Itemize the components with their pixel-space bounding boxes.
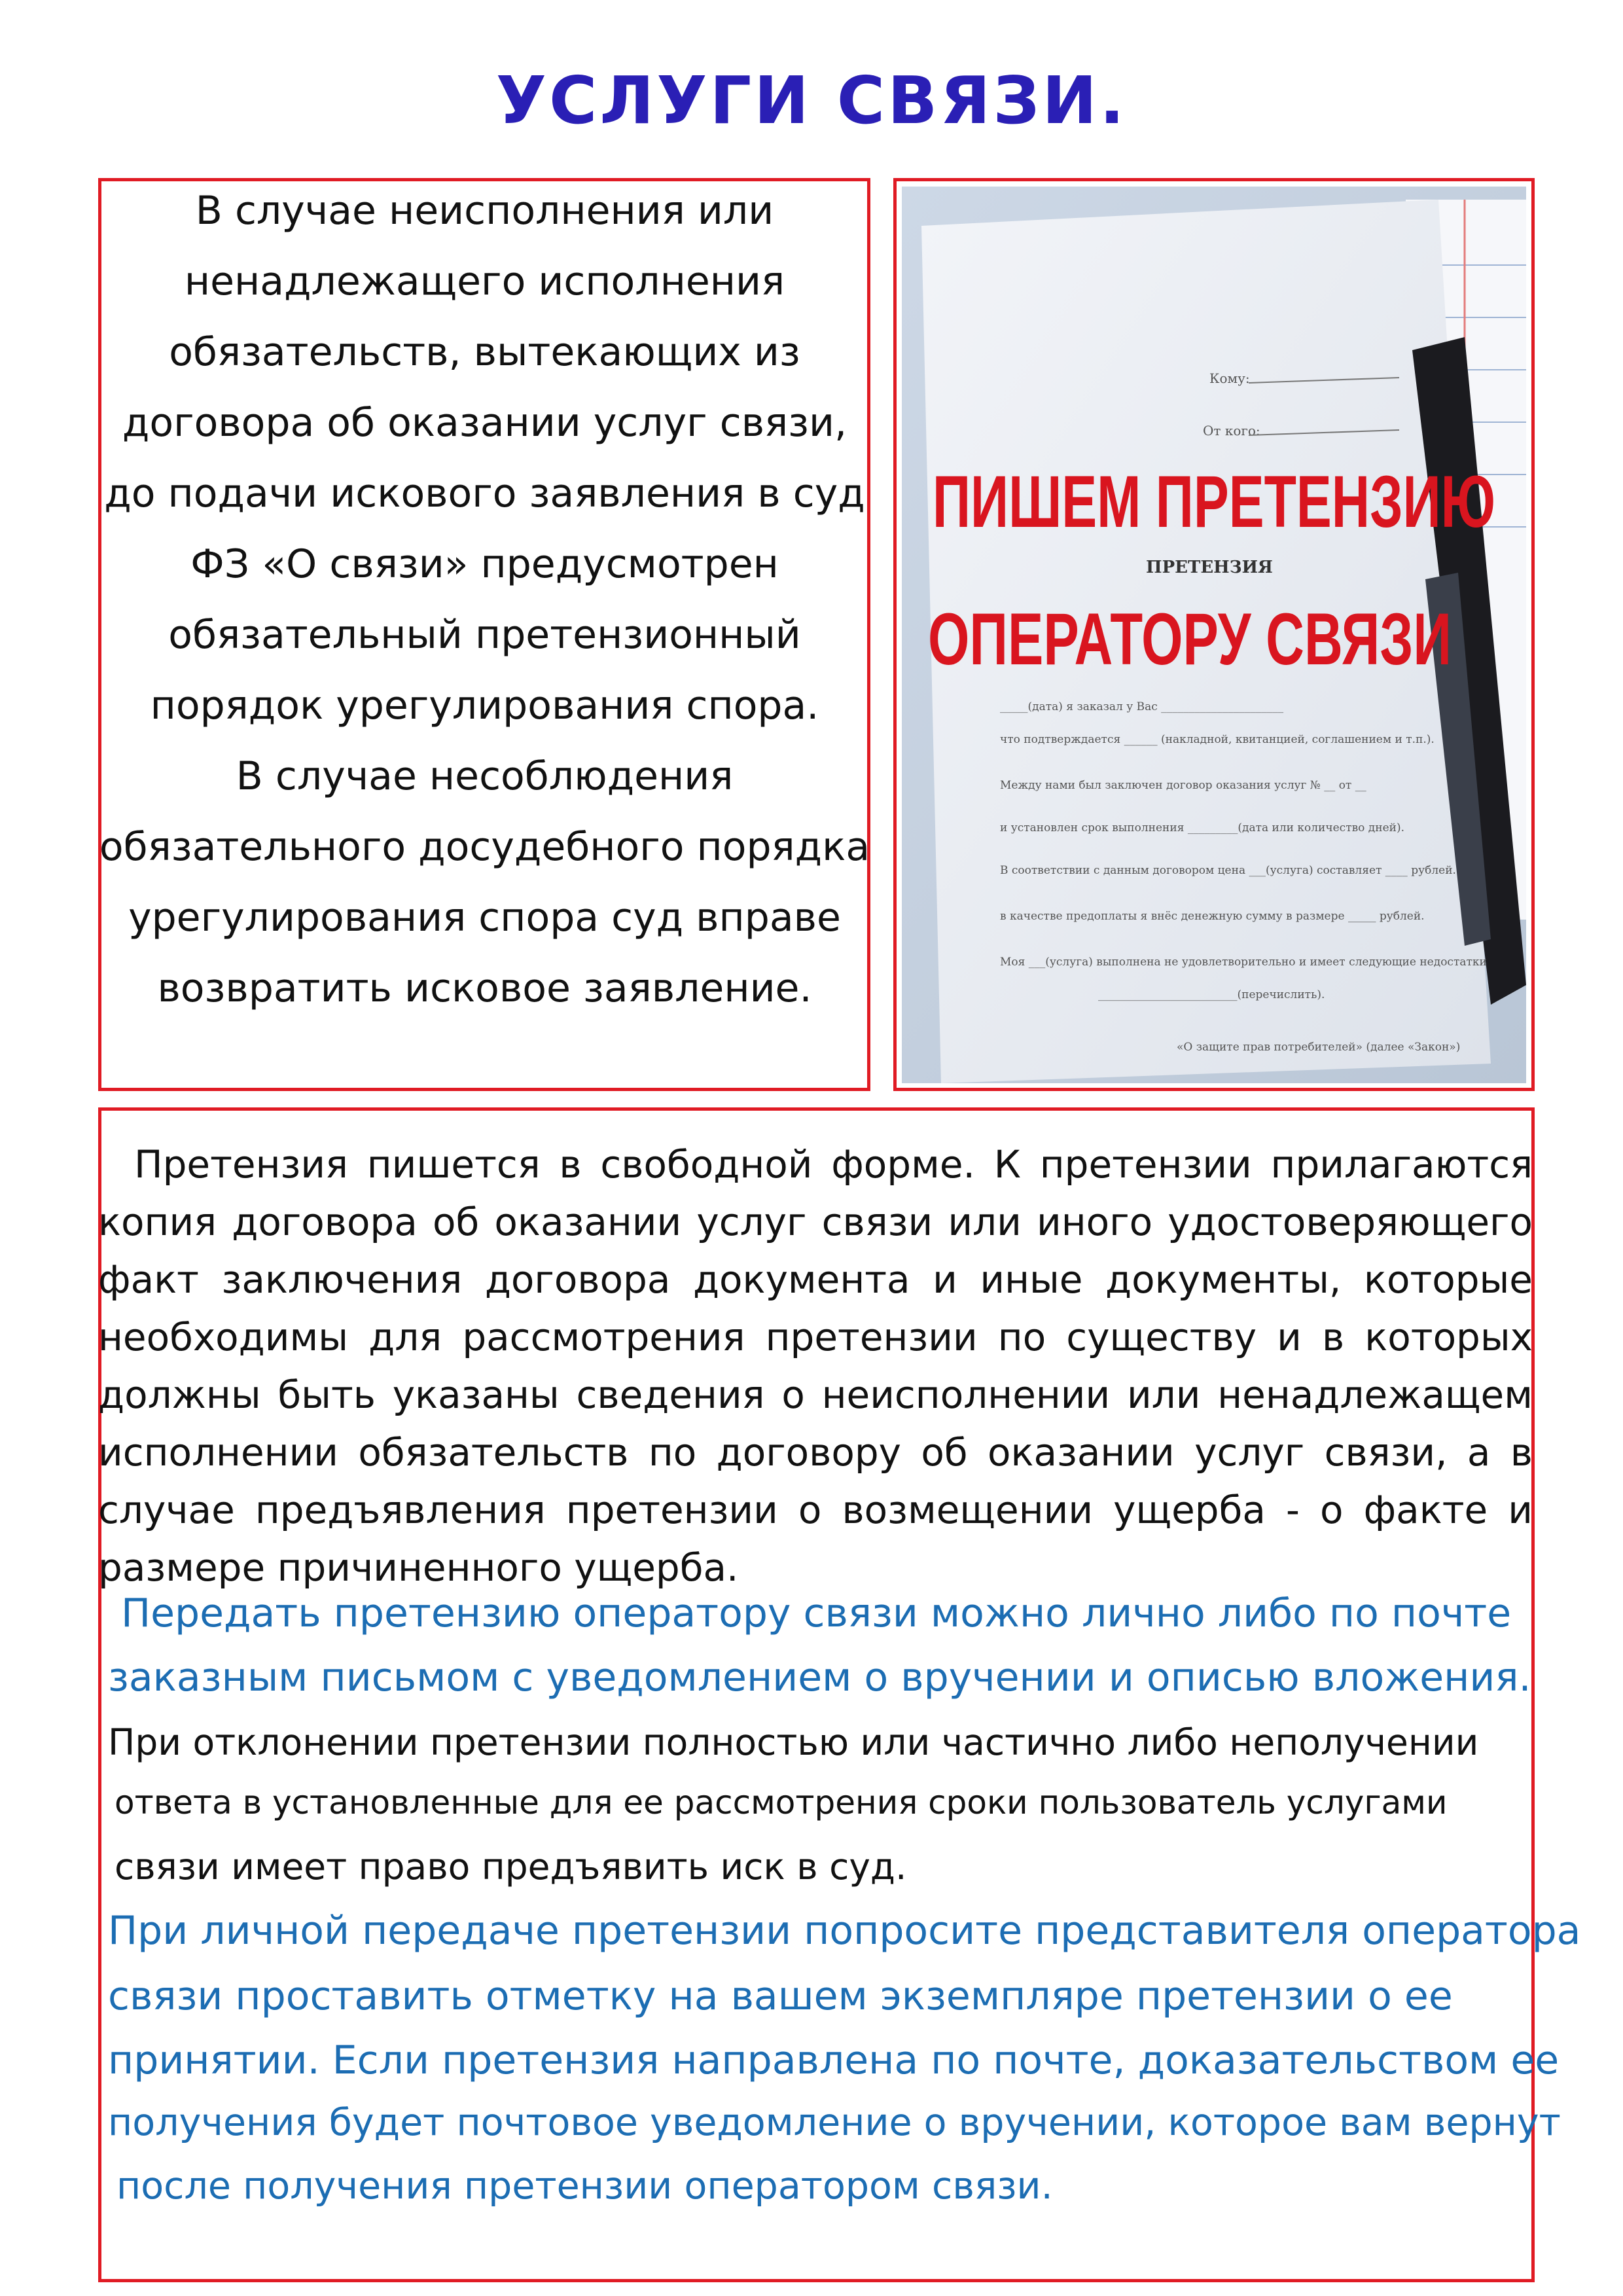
bottom-paragraph-4-line-5: после получения претензии оператором связи.	[116, 2164, 1053, 2208]
bottom-paragraph-4-line-1: При личной передаче претензии попросите представителя оператора	[108, 1908, 1581, 1954]
doc-line-3: Между нами был заключен договор оказания услуг № __ от __	[1000, 779, 1366, 792]
doc-line-1: _____(дата) я заказал у Вас ______________________	[1000, 700, 1284, 713]
doc-heading: ПРЕТЕНЗИЯ	[1146, 558, 1273, 577]
doc-line-6: в качестве предоплаты я внёс денежную сумму в размере _____ рублей.	[1000, 910, 1425, 923]
bottom-paragraph-4-line-2: связи проставить отметку на вашем экземпляре претензии о ее	[108, 1973, 1453, 2019]
bottom-paragraph-3-line-2: ответа в установленные для ее рассмотрения сроки пользователь услугами	[115, 1784, 1448, 1821]
doc-line-5: В соответствии с данным договором цена ___(услуга) составляет ____ рублей.	[1000, 864, 1456, 877]
doc-line-7: Моя ___(услуга) выполнена не удовлетворительно и имеет следующие недостатки	[1000, 956, 1487, 969]
bottom-paragraph-4-line-3: принятии. Если претензия направлена по почте, доказательством ее	[108, 2037, 1560, 2083]
bottom-paragraph-3-line-1: При отклонении претензии полностью или частично либо неполучении	[108, 1721, 1479, 1763]
claim-document-photo	[902, 187, 1526, 1083]
left-paragraph-1: В случае неисполнения или ненадлежащего исполнения обязательств, вытекающих из договора об оказании услуг связи, до подачи искового заявления в суд ФЗ «О связи» предусмотрен обязательный претензионный порядок урегулирования спора.	[104, 188, 865, 728]
bottom-paragraph-2-line-1: Передать претензию оператору связи можно лично либо по почте	[121, 1590, 1512, 1636]
doc-line-4: и установлен срок выполнения _________(дата или количество дней).	[1000, 821, 1405, 834]
photo-headline-1: ПИШЕМ ПРЕТЕНЗИЮ	[933, 461, 1495, 543]
doc-line-2: что подтверждается ______ (накладной, квитанцией, соглашением и т.п.).	[1000, 733, 1435, 746]
doc-from-label: От кого:	[1203, 423, 1260, 439]
bottom-paragraph-4-line-4: получения будет почтовое уведомление о вручении, которое вам вернут	[108, 2101, 1561, 2144]
doc-line-9: «О защите прав потребителей» (далее «Закон»)	[1177, 1041, 1461, 1054]
doc-to-label: Кому:	[1209, 370, 1250, 386]
doc-line-8: _________________________(перечислить).	[1098, 988, 1325, 1001]
bottom-paragraph-2-line-2: заказным письмом с уведомлением о вручении и описью вложения.	[108, 1655, 1531, 1700]
left-paragraph-2: В случае несоблюдения обязательного досудебного порядка урегулирования спора суд вправе возвратить исковое заявление.	[99, 753, 870, 1011]
bottom-paragraph-3-line-3: связи имеет право предъявить иск в суд.	[115, 1846, 907, 1888]
bottom-paragraph-1: Претензия пишется в свободной форме. К претензии прилагаются копия договора об оказании услуг связи или иного удостоверяющего факт заключения договора документа и иные документы, которые необходимы для рассмотрения претензии по существу и в которых должны быть указаны сведения о неисполнении или ненадлежащем исполнении обязательств по договору об оказании услуг связи, а в случае предъявления претензии о возмещении ущерба - о факте и размере причиненного ущерба.	[98, 1142, 1533, 1590]
page-title: УСЛУГИ СВЯЗИ.	[495, 62, 1128, 139]
left-text-block	[94, 175, 876, 1024]
photo-headline-2: ОПЕРАТОРУ СВЯЗИ	[928, 598, 1452, 680]
